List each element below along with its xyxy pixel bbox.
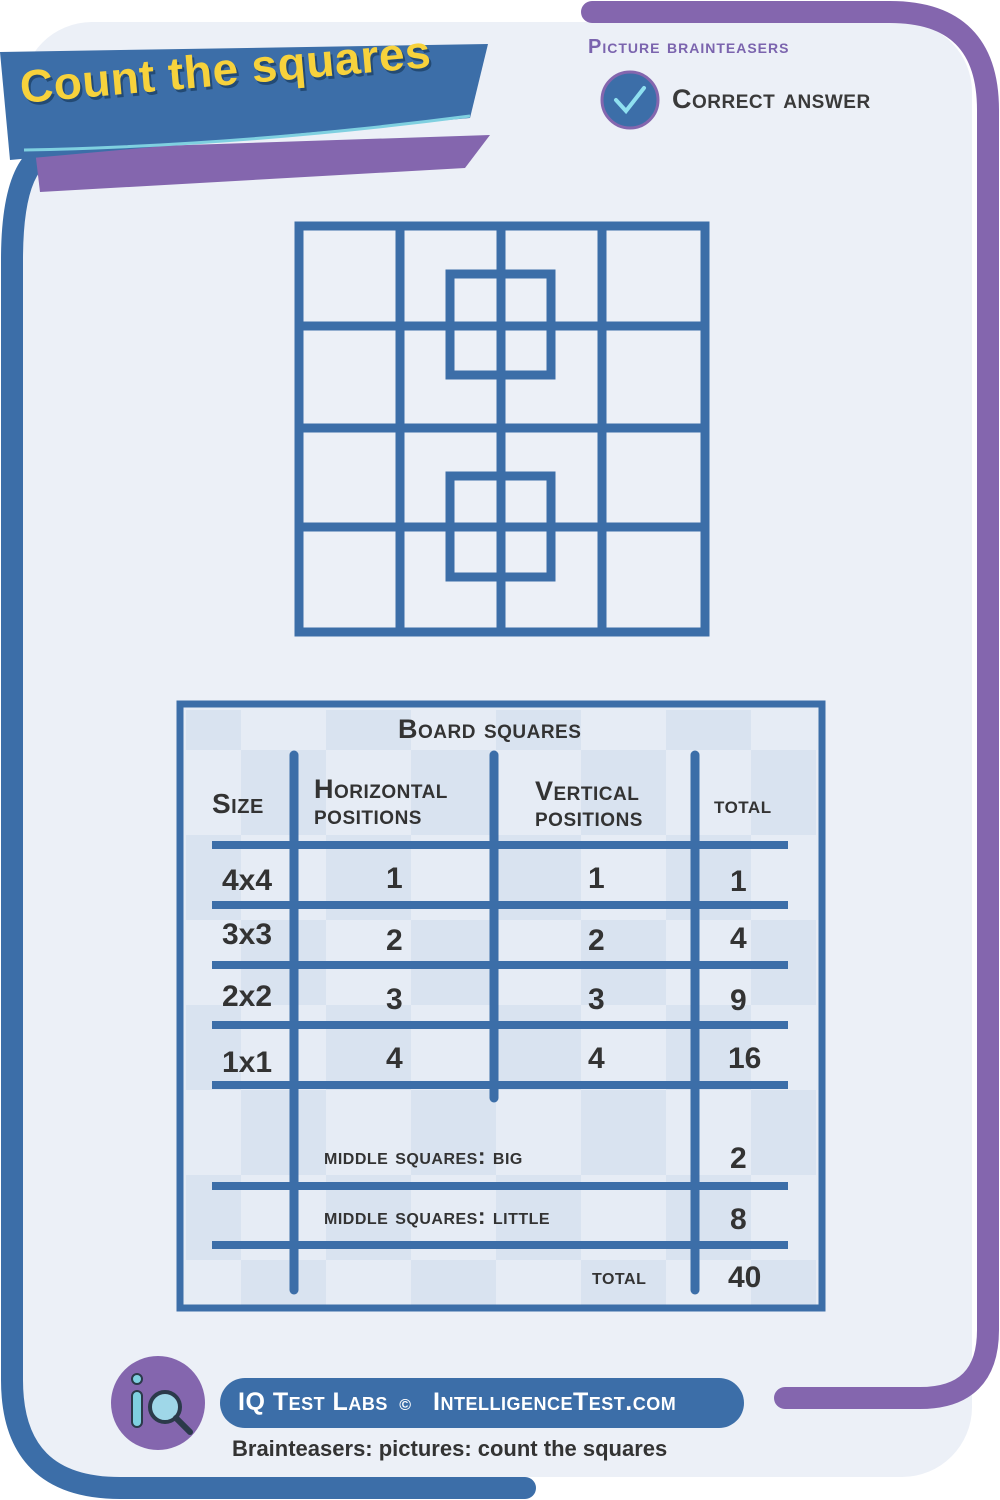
row-vertical: 4: [588, 1042, 605, 1075]
tagline: Brainteasers: pictures: count the squares: [232, 1436, 668, 1461]
row-size: 2x2: [222, 980, 273, 1013]
checkmark-circle-icon: [600, 70, 660, 130]
middle-little-label: middle squares: little: [324, 1203, 551, 1229]
row-horizontal: 2: [386, 924, 403, 957]
row-horizontal: 4: [386, 1042, 403, 1075]
header-size: Size: [212, 788, 264, 819]
row-vertical: 1: [588, 862, 605, 895]
iq-magnifier-logo-icon: [110, 1355, 206, 1451]
row-total: 9: [730, 984, 747, 1017]
row-size: 1x1: [222, 1046, 273, 1079]
row-total: 16: [728, 1042, 762, 1075]
row-total: 1: [730, 865, 747, 898]
middle-little-value: 8: [730, 1203, 747, 1236]
table-title: Board squares: [398, 714, 582, 744]
row-size: 4x4: [222, 864, 273, 897]
middle-big-label: middle squares: big: [324, 1143, 523, 1169]
header-horizontal: Horizontal positions: [314, 774, 448, 830]
row-total: 4: [730, 922, 747, 955]
puzzle-figure: [290, 218, 715, 638]
page-title: Count the squares: [17, 25, 434, 113]
brand-line: [238, 1388, 676, 1417]
row-horizontal: 1: [386, 862, 403, 895]
grand-total-label: total: [592, 1263, 647, 1289]
brand-name: IQ Test Labs: [238, 1388, 388, 1416]
row-horizontal: 3: [386, 983, 403, 1016]
middle-big-value: 2: [730, 1142, 747, 1175]
category-label: Picture brainteasers: [588, 36, 790, 58]
header-total: total: [714, 792, 772, 819]
grand-total-value: 40: [728, 1261, 762, 1294]
site-link[interactable]: IntelligenceTest.com: [433, 1388, 677, 1416]
copyright-symbol: ©: [399, 1397, 412, 1414]
row-size: 3x3: [222, 918, 273, 951]
row-vertical: 3: [588, 983, 605, 1016]
row-vertical: 2: [588, 924, 605, 957]
header-vertical: Vertical positions: [535, 776, 643, 832]
answer-status: Correct answer: [672, 84, 871, 114]
